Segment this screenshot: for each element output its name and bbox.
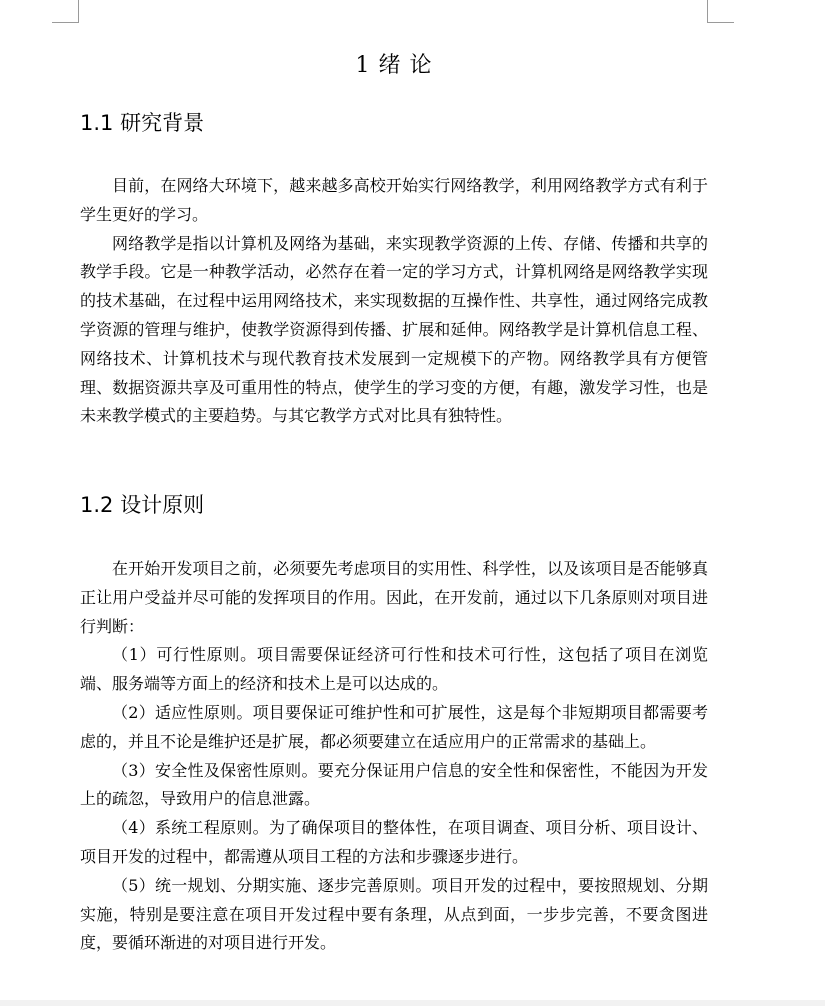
- list-item: （4）系统工程原则。为了确保项目的整体性，在项目调查、项目分析、项目设计、项目开发的过程中，都需遵从项目工程的方法和步骤逐步进行。: [80, 818, 708, 866]
- section-title-design-principles: 1.2 设计原则: [80, 493, 205, 517]
- list-item: （1）可行性原则。项目需要保证经济可行性和技术可行性，这包括了项目在浏览端、服务端等方面上的经济和技术上是可以达成的。: [80, 645, 708, 694]
- paragraph: 网络教学是指以计算机及网络为基础，来实现教学资源的上传、存储、传播和共享的教学手段。它是一种教学活动，必然存在着一定的学习方式，计算机网络是网络教学实现的技术基础，在过程中运用网络技术，来实现数据的互操作性、共享性，通过网络完成教学资源的管理与维护，使教学资源得到传播、扩展和延伸。网络教学是计算机信息工程、网络技术、计算机技术与现代教育技术发展到一定规模下的产物。网络教学具有方便管理、数据资源共享及可重用性的特点，使学生的学习变的方便，有趣，激发学习性，也是未来教学模式的主要趋势。与其它教学方式对比具有独特性。: [80, 233, 708, 426]
- section-title-research-background: 1.1 研究背景: [80, 111, 205, 135]
- crop-mark-top-left-horizontal: [52, 22, 79, 23]
- principles-list: [80, 641, 708, 958]
- page-bottom-edge: [0, 1000, 825, 1006]
- crop-mark-top-right-vertical: [707, 0, 708, 23]
- section-body-design-principles: [80, 555, 708, 958]
- list-item: （5）统一规划、分期实施、逐步完善原则。项目开发的过程中，要按照规划、分期实施，特别是要注意在项目开发过程中要有条理，从点到面，一步步完善，不要贪图进度，要循环渐进的对项目进行开发。: [80, 875, 708, 953]
- crop-mark-top-left-vertical: [78, 0, 79, 23]
- crop-mark-top-right-horizontal: [707, 22, 734, 23]
- list-item: （2）适应性原则。项目要保证可维护性和可扩展性，这是每个非短期项目都需要考虑的，并且不论是维护还是扩展，都必须要建立在适应用户的正常需求的基础上。: [80, 702, 708, 751]
- list-item: （3）安全性及保密性原则。要充分保证用户信息的安全性和保密性，不能因为开发上的疏忽，导致用户的信息泄露。: [80, 760, 708, 809]
- paragraph: 目前，在网络大环境下，越来越多高校开始实行网络教学，利用网络教学方式有利于学生更好的学习。: [80, 176, 708, 224]
- paragraph-intro: 在开始开发项目之前，必须要先考虑项目的实用性、科学性，以及该项目是否能够真正让用户受益并尽可能的发挥项目的作用。因此，在开发前，通过以下几条原则对项目进行判断：: [80, 559, 708, 636]
- section-body-research-background: [80, 172, 708, 431]
- chapter-title: 1 绪 论: [355, 53, 433, 78]
